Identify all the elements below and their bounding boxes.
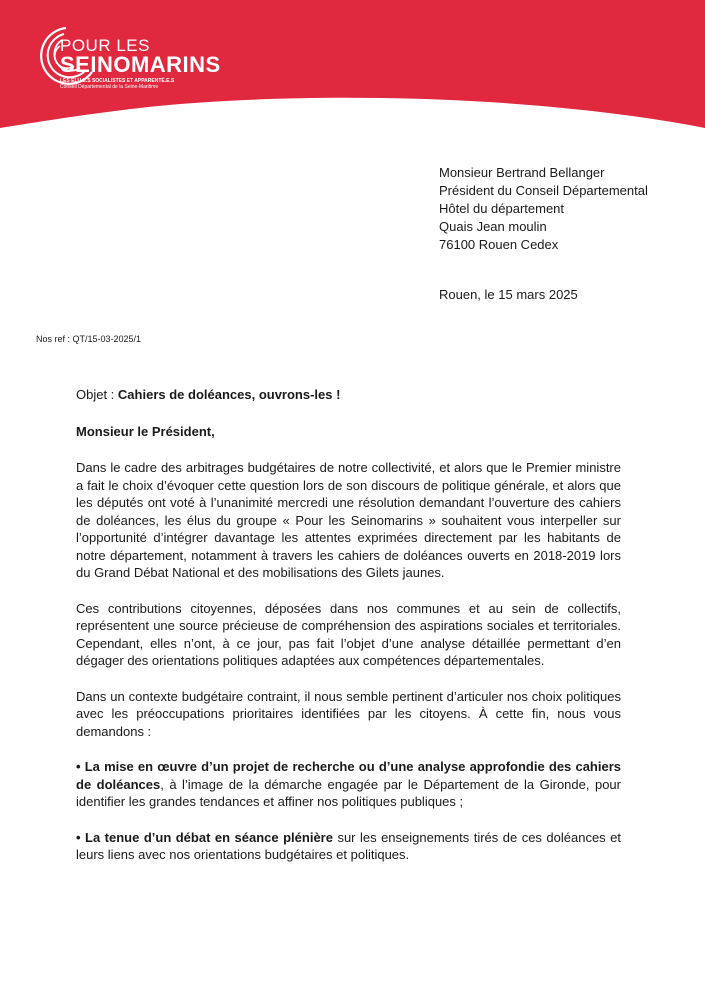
logo-subline-1: LES ÉLU.E.S SOCIALISTES ET APPARENTÉ.E.S — [60, 78, 175, 84]
request-rest: , à l’image de la démarche engagée par le Département de la Gironde, pour identifier les grandes tendances et affiner nos politiques publiques ; — [76, 776, 621, 809]
recipient-line: Hôtel du département — [439, 201, 565, 216]
logo-line-1: POUR LES — [60, 36, 150, 55]
subject-label: Objet : — [76, 387, 118, 402]
salutation: Monsieur le Président, — [76, 423, 215, 439]
recipient-line: Quais Jean moulin — [439, 219, 547, 234]
group-logo — [36, 22, 221, 92]
recipient-line: Président du Conseil Départemental — [439, 183, 648, 198]
place-and-date: Rouen, le 15 mars 2025 — [439, 287, 578, 302]
request-item — [76, 829, 621, 864]
request-bold: • La mise en œuvre d’un projet de recherche ou d’une analyse approfondie des cahiers de doléances — [76, 759, 621, 792]
logo-line-2: SEINOMARINS — [60, 52, 221, 77]
recipient-address — [439, 164, 648, 254]
paragraph: Ces contributions citoyennes, déposées dans nos communes et au sein de collectifs, représentent une source précieuse de compréhension des aspirations sociales et territoriales. Cependant, elles n’ont, à ce jour, pas fait l’objet d’une analyse détaillée permettant d’en dégager des orientations politiques adaptées aux compétences départementales. — [76, 600, 621, 668]
recipient-line: Monsieur Bertrand Bellanger — [439, 165, 605, 180]
request-item — [76, 758, 621, 811]
request-rest: sur les enseignements tirés de ces doléances et leurs liens avec nos orientations budgétaires et politiques. — [76, 829, 621, 862]
reference-number: Nos ref : QT/15-03-2025/1 — [36, 334, 142, 344]
subject-line — [76, 386, 621, 404]
subject-text: Cahiers de doléances, ouvrons-les ! — [117, 387, 341, 402]
paragraph: Dans un contexte budgétaire contraint, il nous semble pertinent d’articuler nos choix politiques avec les préoccupations prioritaires identifiées par les citoyens. À cette fin, nous vous demandons : — [76, 688, 621, 739]
recipient-line: 76100 Rouen Cedex — [439, 237, 559, 252]
logo-subline-2: Conseil Départemental de la Seine-Maritime — [60, 84, 159, 90]
paragraph: Dans le cadre des arbitrages budgétaires de notre collectivité, et alors que le Premier ministre a fait le choix d’évoquer cette question lors de son discours de politique générale, et alors que les députés ont voté à l’unanimité mercredi une résolution demandant l’ouverture des cahiers de doléances, les élus du groupe « Pour les Seinomarins » souhaitent vous interpeller sur l’opportunité d’intégrer davantage les attentes exprimées directement par les habitants de notre département, notamment à travers les cahiers de doléances ouverts en 2018-2019 lors du Grand Débat National et des mobilisations des Gilets jaunes. — [76, 460, 621, 580]
letter-body — [76, 386, 621, 882]
request-bold: • La tenue d’un débat en séance plénière — [76, 829, 333, 845]
